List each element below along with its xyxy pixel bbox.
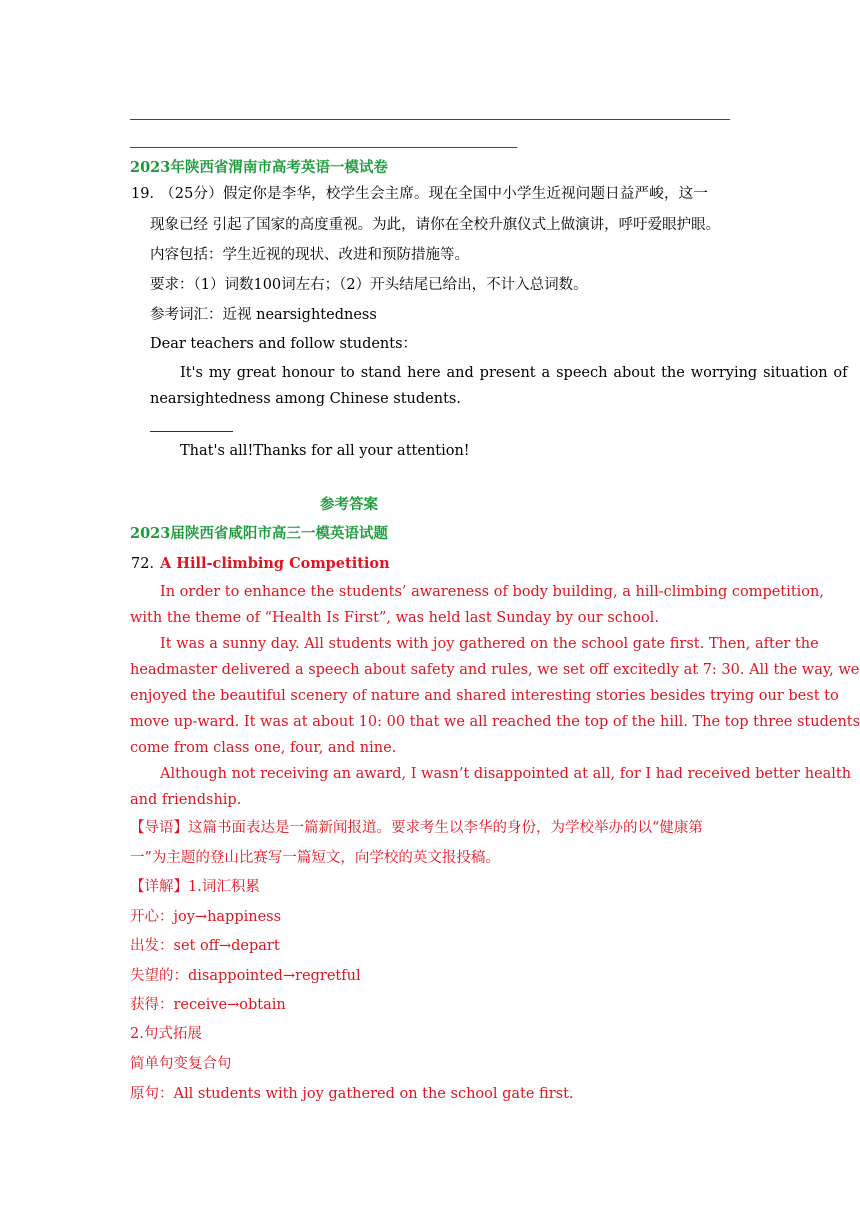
- essay-line-7: come from class one, four, and nine.: [130, 740, 397, 756]
- prompt-line-3: 内容包括：学生近视的现状、改进和预防措施等。: [150, 247, 469, 263]
- detail-line-7: 简单句变复合句: [130, 1056, 232, 1072]
- detail-line-5: 获得：receive→obtain: [130, 997, 286, 1013]
- detail-line-8: 原句：All students with joy gathered on the school gate first.: [130, 1086, 574, 1102]
- guide-line-1: 【导语】这篇书面表达是一篇新闻报道。要求考生以李华的身份，为学校举办的以“健康第: [130, 820, 703, 836]
- detail-line-6: 2.句式拓展: [130, 1026, 202, 1042]
- essay-blank-line: [150, 431, 233, 432]
- essay-line-4: headmaster delivered a speech about safety and rules, we set off excitedly at 7: 30. All the way, we: [130, 662, 860, 678]
- essay-line-6: move up-ward. It was at about 10: 00 that we all reached the top of the hill. The top three students: [130, 714, 860, 730]
- salutation-line: Dear teachers and follow students：: [150, 336, 418, 352]
- question-number: 19．: [131, 186, 164, 202]
- prompt-line-1: （25分）假定你是李华，校学生会主席。现在全国中小学生近视问题日益严峻，这一: [160, 186, 709, 202]
- answer-line-1: [130, 119, 730, 120]
- prompt-line-2: 现象已经 引起了国家的高度重视。为此，请你在全校升旗仪式上做演讲，呼吁爱眼护眼。: [150, 217, 721, 233]
- detail-line-4: 失望的：disappointed→regretful: [130, 968, 361, 984]
- detail-line-1: 【详解】1.词汇积累: [130, 879, 260, 895]
- item-number: 72．: [131, 556, 164, 572]
- essay-line-5: enjoyed the beautiful scenery of nature and shared interesting stories besides trying our best to: [130, 688, 839, 704]
- section1-heading: 2023年陕西省渭南市高考英语一模试卷: [130, 159, 388, 176]
- essay-line-2: with the theme of “Health Is First”, was held last Sunday by our school.: [130, 610, 659, 626]
- section2-heading: 2023届陕西省咸阳市高三一模英语试题: [130, 525, 388, 542]
- detail-line-3: 出发：set off→depart: [130, 938, 280, 954]
- closing-line: That's all!Thanks for all your attention!: [180, 443, 470, 459]
- prompt-line-5: 参考词汇：近视 nearsightedness: [150, 307, 377, 323]
- opening-line-1: It's my great honour to stand here and present a speech about the worrying situation of: [180, 365, 848, 381]
- essay-line-9: and friendship.: [130, 792, 242, 808]
- answer-line-2: [130, 147, 517, 148]
- essay-line-3: It was a sunny day. All students with joy gathered on the school gate first. Then, after the: [160, 636, 819, 652]
- answer-title: 参考答案: [320, 496, 378, 513]
- essay-line-8: Although not receiving an award, I wasn’t disappointed at all, for I had received better health: [160, 766, 852, 782]
- prompt-line-4: 要求：（1）词数100词左右；（2）开头结尾已给出，不计入总词数。: [150, 277, 588, 293]
- essay-title: A Hill-climbing Competition: [160, 555, 390, 572]
- detail-line-2: 开心：joy→happiness: [130, 909, 282, 925]
- guide-line-2: 一”为主题的登山比赛写一篇短文，向学校的英文报投稿。: [130, 850, 500, 866]
- opening-line-2: nearsightedness among Chinese students.: [150, 391, 461, 407]
- essay-line-1: In order to enhance the students’ awareness of body building, a hill-climbing competition,: [160, 584, 824, 600]
